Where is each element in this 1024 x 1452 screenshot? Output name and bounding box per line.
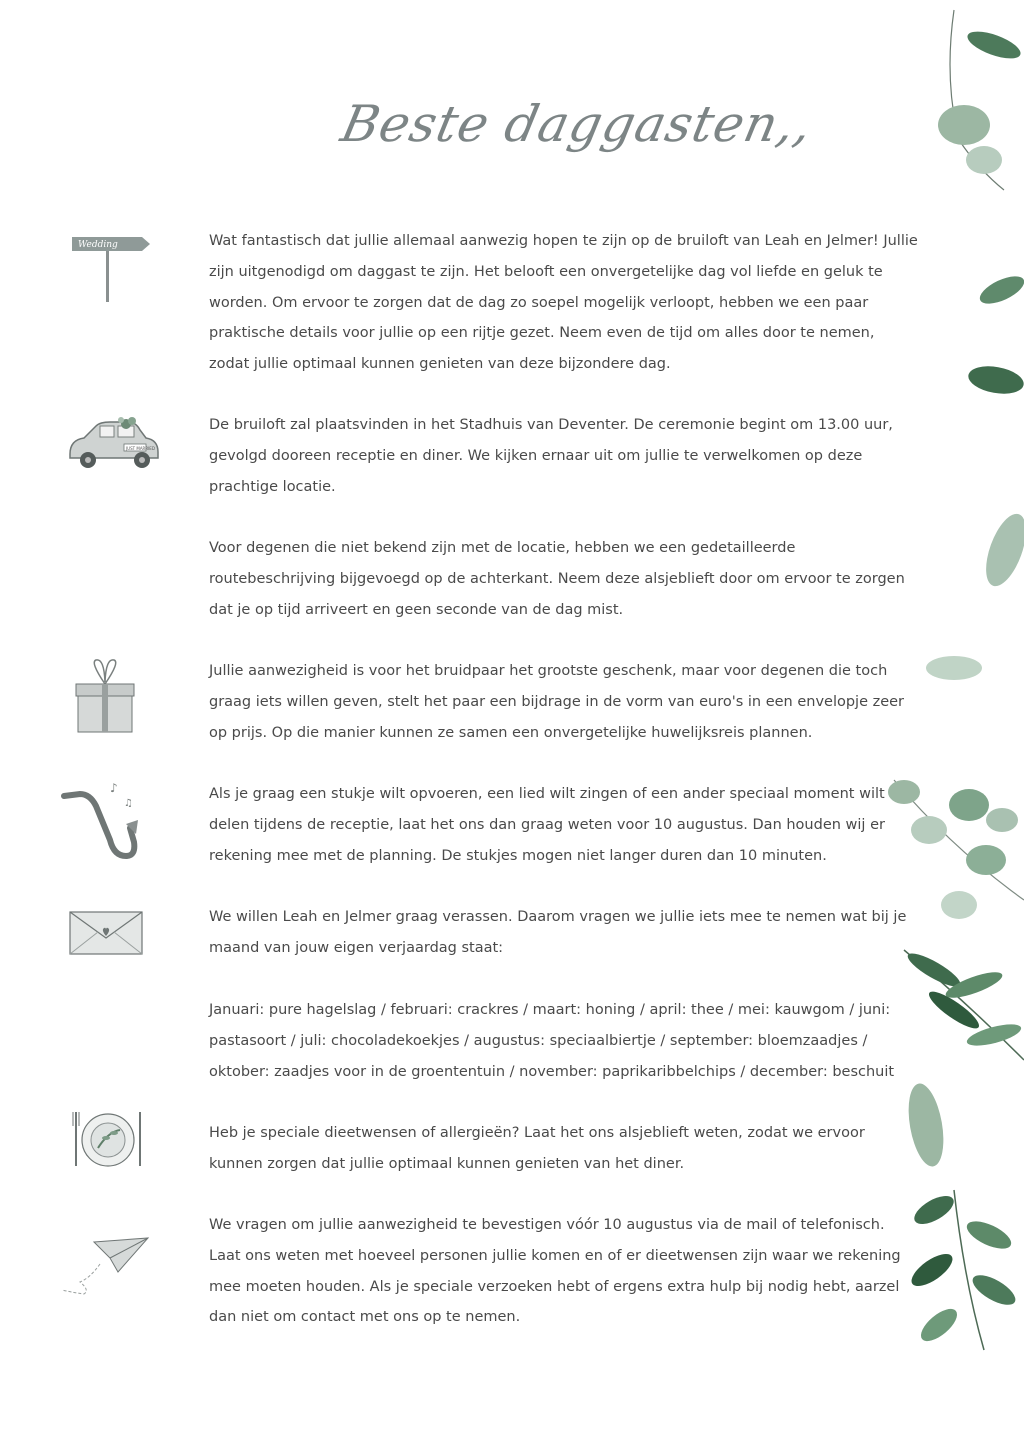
envelope-icon bbox=[68, 910, 144, 958]
car-plate: JUST MARRIED bbox=[126, 446, 155, 451]
welcome-paragraph: Wat fantastisch dat jullie allemaal aanwezig hopen te zijn op de bruiloft van Leah en Jelmer! Jullie zijn uitgenodigd om daggast te zijn. Het belooft een onvergetelijke dag vol liefde en geluk te worden. Om ervoor te zorgen dat de dag zo soepel mogelijk verloopt, hebben we een paar praktische details voor jullie op een rijtje gezet. Neem even de tijd om alles door te nemen, zodat jullie optimaal kunnen genieten van deze bijzondere dag. bbox=[209, 233, 918, 373]
diet-paragraph: Heb je speciale dieetwensen of allergieën? Laat het ons alsjeblieft weten, zodat we ervoor kunnen zorgen dat jullie optimaal kunnen genieten van het diner. bbox=[209, 1125, 865, 1172]
wedding-car-icon bbox=[66, 414, 162, 474]
page-title: Beste daggasten,, bbox=[336, 95, 819, 153]
gift-icon bbox=[70, 656, 140, 736]
svg-text:♫: ♫ bbox=[124, 798, 133, 809]
plate-cutlery-icon bbox=[70, 1108, 146, 1170]
surprise-paragraph: We willen Leah en Jelmer graag verassen. Daarom vragen we jullie iets mee te nemen wat bij je maand van jouw eigen verjaardag staat: bbox=[209, 909, 907, 956]
route-paragraph: Voor degenen die niet bekend zijn met de locatie, hebben we een gedetailleerde routebeschrijving bijgevoegd op de achterkant. Neem deze alsjeblieft door om ervoor te zorgen dat je op tijd arriveert en geen seconde van de dag mist. bbox=[209, 540, 905, 618]
svg-text:♪: ♪ bbox=[110, 781, 118, 795]
signpost-icon bbox=[70, 232, 154, 304]
signpost-label: Wedding bbox=[78, 240, 118, 250]
paper-plane-icon bbox=[60, 1234, 152, 1296]
months-paragraph: Januari: pure hagelslag / februari: crackres / maart: honing / april: thee / mei: kauwgom / juni: pastasoort / juli: chocoladekoekjes / augustus: speciaalbiertje / september: bloemzaadjes / oktober: zaadjes voor in de groententuin / november: paprikaribbelchips / december: beschuit bbox=[209, 1002, 895, 1080]
saxophone-icon bbox=[60, 776, 144, 868]
leaf-decoration bbox=[884, 0, 1024, 1448]
location-paragraph: De bruiloft zal plaatsvinden in het Stadhuis van Deventer. De ceremonie begint om 13.00 uur, gevolgd dooreen receptie en diner. We kijken ernaar uit om jullie te verwelkomen op deze prachtige locatie. bbox=[209, 417, 893, 495]
gift-paragraph: Jullie aanwezigheid is voor het bruidpaar het grootste geschenk, maar voor degenen die toch graag iets willen geven, stelt het paar een bijdrage in de vorm van euro's in een envelopje zeer op prijs. Op die manier kunnen ze samen een onvergetelijke huwelijksreis plannen. bbox=[209, 663, 905, 741]
rsvp-paragraph: We vragen om jullie aanwezigheid te bevestigen vóór 10 augustus via de mail of telefonisch. Laat ons weten met hoeveel personen jullie komen en of er dieetwensen zijn waar we rekening mee moeten houden. Als je speciale verzoeken hebt of ergens extra hulp bij nodig hebt, aarzel dan niet om contact met ons op te nemen. bbox=[209, 1217, 901, 1326]
performance-paragraph: Als je graag een stukje wilt opvoeren, een lied wilt zingen of een ander speciaal moment wilt delen tijdens de receptie, laat het ons dan graag weten voor 10 augustus. Dan houden wij er rekening mee met de planning. De stukjes mogen niet langer duren dan 10 minuten. bbox=[209, 786, 885, 864]
